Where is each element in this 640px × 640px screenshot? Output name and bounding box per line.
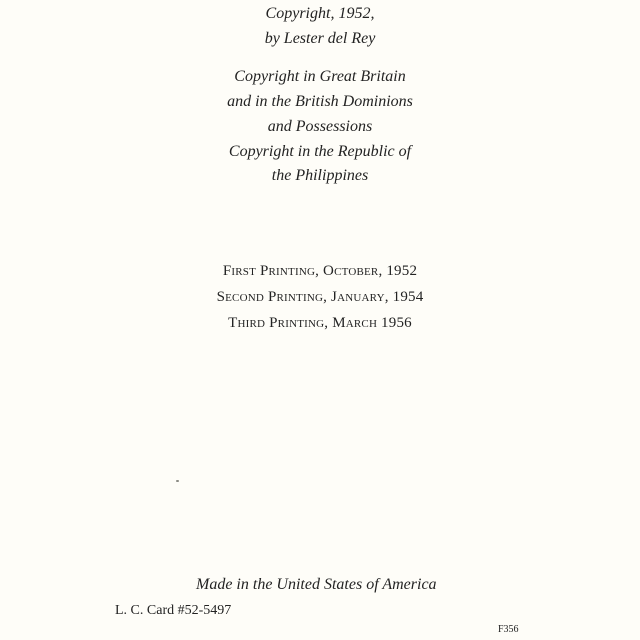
printing-date: March 1956: [332, 315, 412, 331]
printing-history-line: First Printing, October, 1952: [222, 263, 418, 279]
foreign-copyright-line: Copyright in Great Britain: [234, 68, 406, 85]
printing-label: First Printing: [222, 263, 316, 279]
printing-date: January, 1954: [331, 289, 424, 305]
foreign-copyright-line: the Philippines: [271, 167, 369, 184]
foreign-copyright-line: Copyright in the Republic of: [228, 143, 412, 160]
printing-label: Third Printing: [228, 315, 325, 331]
foreign-copyright-line: and Possessions: [267, 118, 373, 135]
paper-speck: [176, 480, 179, 482]
foreign-copyright-line: and in the British Dominions: [227, 93, 413, 110]
printer-job-code: F356: [498, 624, 519, 635]
author-credit: by Lester del Rey: [264, 30, 376, 47]
printing-label: Second Printing: [216, 289, 324, 305]
printing-date: October, 1952: [323, 263, 418, 279]
printing-history-line: Third Printing, March 1956: [228, 315, 412, 331]
country-of-manufacture: Made in the United States of America: [196, 576, 437, 593]
copyright-notice: Copyright, 1952,: [265, 5, 375, 22]
printing-history-line: Second Printing, January, 1954: [216, 289, 424, 305]
library-of-congress-card-number: L. C. Card #52-5497: [115, 603, 232, 618]
